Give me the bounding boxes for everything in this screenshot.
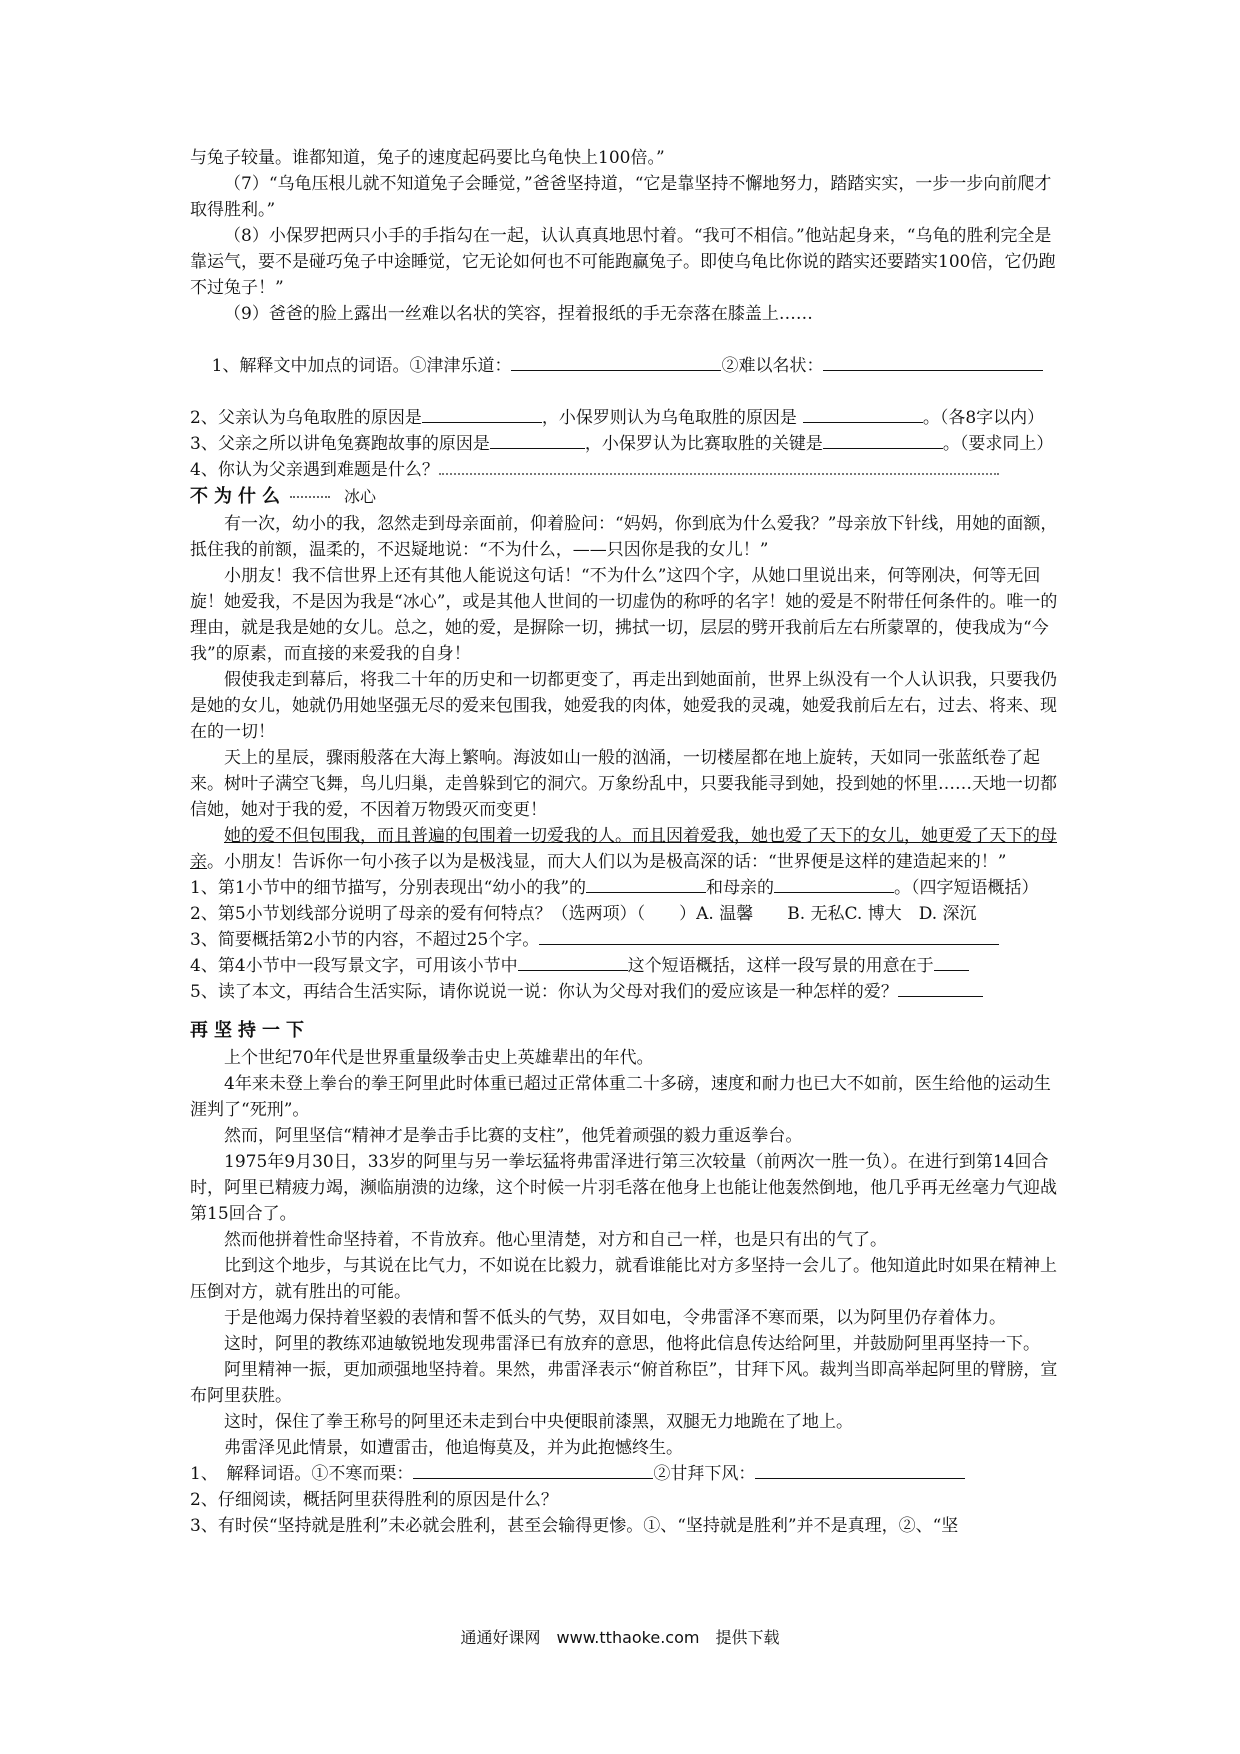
- worksheet-page: [190, 145, 1060, 1539]
- story-paragraph: （7）“乌龟压根儿就不知道兔子会睡觉，”爸爸坚持道，“它是靠坚持不懈地努力，踏踏实实，一步一步向前爬才取得胜利。”: [190, 174, 1052, 220]
- story-paragraph: 4年来未登上拳台的拳王阿里此时体重已超过正常体重二十多磅，速度和耐力也已大不如前，医生给他的运动生涯判了“死刑”。: [190, 1074, 1051, 1120]
- story-paragraph: 小朋友！我不信世界上还有其他人能说这句话！“不为什么”这四个字，从她口里说出来，何等刚决，何等无回旋！她爱我，不是因为我是“冰心”，或是其他人世间的一切虚伪的称呼的名字！她的爱是不附带任何条件的。唯一的理由，就是我是她的女儿。总之，她的爱，是摒除一切，拂拭一切，层层的劈开我前后左右所蒙罩的，使我成为“今我”的原素，而直接的来爱我的自身！: [190, 566, 1058, 664]
- story-paragraph: 上个世纪70年代是世界重量级拳击史上英雄辈出的年代。: [224, 1048, 654, 1068]
- answer-blank[interactable]: [518, 954, 628, 971]
- question-4: 4、第4小节中一段写景文字，可用该小节中 这个短语概括，这样一段写景的用意在于: [190, 953, 1060, 979]
- answer-blank[interactable]: [774, 876, 894, 893]
- question-4: 4、你认为父亲遇到难题是什么？: [190, 457, 1060, 483]
- story-paragraph: （9）爸爸的脸上露出一丝难以名状的笑容，捏着报纸的手无奈落在膝盖上……: [224, 304, 813, 324]
- section-title: 不为什么 冰心: [190, 486, 377, 507]
- answer-blank[interactable]: [490, 432, 585, 449]
- page-footer: 通通好课网 www.tthaoke.com 提供下载: [460, 1628, 780, 1647]
- story-paragraph: 于是他竭力保持着坚毅的表情和誓不低头的气势，双目如电，令弗雷泽不寒而栗，以为阿里仍存着体力。: [224, 1308, 1006, 1328]
- answer-blank[interactable]: [823, 432, 943, 449]
- question-3: 3、有时侯“坚持就是胜利”未必就会胜利，甚至会输得更惨。①、“坚持就是胜利”并不是真理，②、“坚: [190, 1516, 959, 1536]
- story-paragraph: 她的爱不但包围我，而且普遍的包围着一切爱我的人。而且因着爱我，她也爱了天下的女儿，她更爱了天下的母亲。小朋友！告诉你一句小孩子以为是极浅显，而大人们以为是极高深的话：“世界便是这样的建造起来的！”: [190, 826, 1057, 872]
- story-paragraph: 然而，阿里坚信“精神才是拳击手比赛的支柱”，他凭着顽强的毅力重返拳台。: [224, 1126, 803, 1146]
- answer-blank[interactable]: [422, 406, 542, 423]
- section-spacer: [190, 1005, 1060, 1017]
- story-paragraph: 有一次，幼小的我，忽然走到母亲面前，仰着脸问：“妈妈，你到底为什么爱我？”母亲放下针线，用她的面额，抵住我的前额，温柔的，不迟疑地说：“不为什么，——只因你是我的女儿！”: [190, 514, 1058, 560]
- story-paragraph: 天上的星辰，骤雨般落在大海上繁响。海波如山一般的汹涌，一切楼屋都在地上旋转，天如同一张蓝纸卷了起来。树叶子满空飞舞，鸟儿归巢，走兽躲到它的洞穴。万象纷乱中，只要我能寻到她，投到她的怀里……天地一切都信她，她对于我的爱，不因着万物毁灭而变更！: [190, 748, 1057, 820]
- question-1: 1、 解释词语。①不寒而栗： ②甘拜下风：: [190, 1461, 1060, 1487]
- answer-blank[interactable]: [823, 354, 1043, 371]
- divider-dots: [290, 496, 330, 498]
- question-2: 2、仔细阅读，概括阿里获得胜利的原因是什么？: [190, 1490, 558, 1510]
- story-paragraph: 弗雷泽见此情景，如遭雷击，他追悔莫及，并为此抱憾终生。: [224, 1438, 683, 1458]
- question-1: 1、解释文中加点的词语。①津津乐道： ②难以名状：: [190, 327, 1060, 405]
- story-paragraph: 然而他拼着性命坚持着，不肯放弃。他心里清楚，对方和自己一样，也是只有出的气了。: [224, 1230, 887, 1250]
- section-title: 再坚持一下: [190, 1020, 310, 1041]
- question-2: 2、第5小节划线部分说明了母亲的爱有何特点？（选两项）（ ）A. 温馨 B. 无私C. 博大 D. 深沉: [190, 904, 977, 924]
- answer-blank[interactable]: [511, 354, 721, 371]
- story-paragraph: 假使我走到幕后，将我二十年的历史和一切都更变了，再走出到她面前，世界上纵没有一个人认识我，只要我仍是她的女儿，她就仍用她坚强无尽的爱来包围我，她爱我的肉体，她爱我的灵魂，她爱我前后左右，过去、将来、现在的一切！: [190, 670, 1057, 742]
- story-paragraph: 这时，阿里的教练邓迪敏锐地发现弗雷泽已有放弃的意思，他将此信息传达给阿里，并鼓励阿里再坚持一下。: [224, 1334, 1040, 1354]
- question-3: 3、简要概括第2小节的内容，不超过25个字。: [190, 927, 1060, 953]
- story-paragraph: 比到这个地步，与其说在比气力，不如说在比毅力，就看谁能比对方多坚持一会儿了。他知道此时如果在精神上压倒对方，就有胜出的可能。: [190, 1256, 1057, 1302]
- story-paragraph: 1975年9月30日，33岁的阿里与另一拳坛猛将弗雷泽进行第三次较量（前两次一胜一负）。在进行到第14回合时，阿里已精疲力竭，濒临崩溃的边缘，这个时候一片羽毛落在他身上也能让他轰然倒地，他几乎再无丝毫力气迎战第15回合了。: [190, 1152, 1057, 1224]
- answer-blank[interactable]: [803, 406, 923, 423]
- answer-blank[interactable]: [439, 459, 999, 475]
- story-paragraph: 阿里精神一振，更加顽强地坚持着。果然，弗雷泽表示“俯首称臣”，甘拜下风。裁判当即高举起阿里的臂膀，宣布阿里获胜。: [190, 1360, 1058, 1406]
- answer-blank[interactable]: [586, 876, 706, 893]
- answer-blank[interactable]: [413, 1462, 653, 1479]
- question-2: 2、父亲认为乌龟取胜的原因是 ，小保罗则认为乌龟取胜的原因是 。（各8字以内）: [190, 408, 1045, 428]
- answer-blank[interactable]: [539, 928, 999, 945]
- answer-blank[interactable]: [755, 1462, 965, 1479]
- author-name: 冰心: [344, 487, 377, 506]
- question-3: 3、父亲之所以讲龟兔赛跑故事的原因是 ，小保罗认为比赛取胜的关键是 。（要求同上）: [190, 434, 1054, 454]
- story-paragraph: （8）小保罗把两只小手的手指勾在一起，认认真真地思忖着。“我可不相信。”他站起身来，“乌龟的胜利完全是靠运气，要不是碰巧兔子中途睡觉，它无论如何也不可能跑赢兔子。即使乌龟比你说的踏实还要踏实100倍，它仍跑不过兔子！”: [190, 226, 1056, 298]
- answer-blank[interactable]: [898, 980, 983, 997]
- story-paragraph: 与兔子较量。谁都知道，兔子的速度起码要比乌龟快上100倍。”: [190, 148, 665, 168]
- question-5: 5、读了本文，再结合生活实际，请你说说一说：你认为父母对我们的爱应该是一种怎样的爱？: [190, 979, 1060, 1005]
- story-paragraph: 这时，保住了拳王称号的阿里还未走到台中央便眼前漆黑，双腿无力地跪在了地上。: [224, 1412, 853, 1432]
- question-1: 1、第1小节中的细节描写，分别表现出“幼小的我”的 和母亲的 。（四字短语概括）: [190, 878, 1039, 898]
- underlined-passage: 她的爱不但包围我，而且普遍的包围着一切爱我的人。而且因着爱我，她也爱了天下的女儿，她更爱了天下的母亲: [190, 826, 1057, 872]
- answer-blank[interactable]: [934, 954, 969, 971]
